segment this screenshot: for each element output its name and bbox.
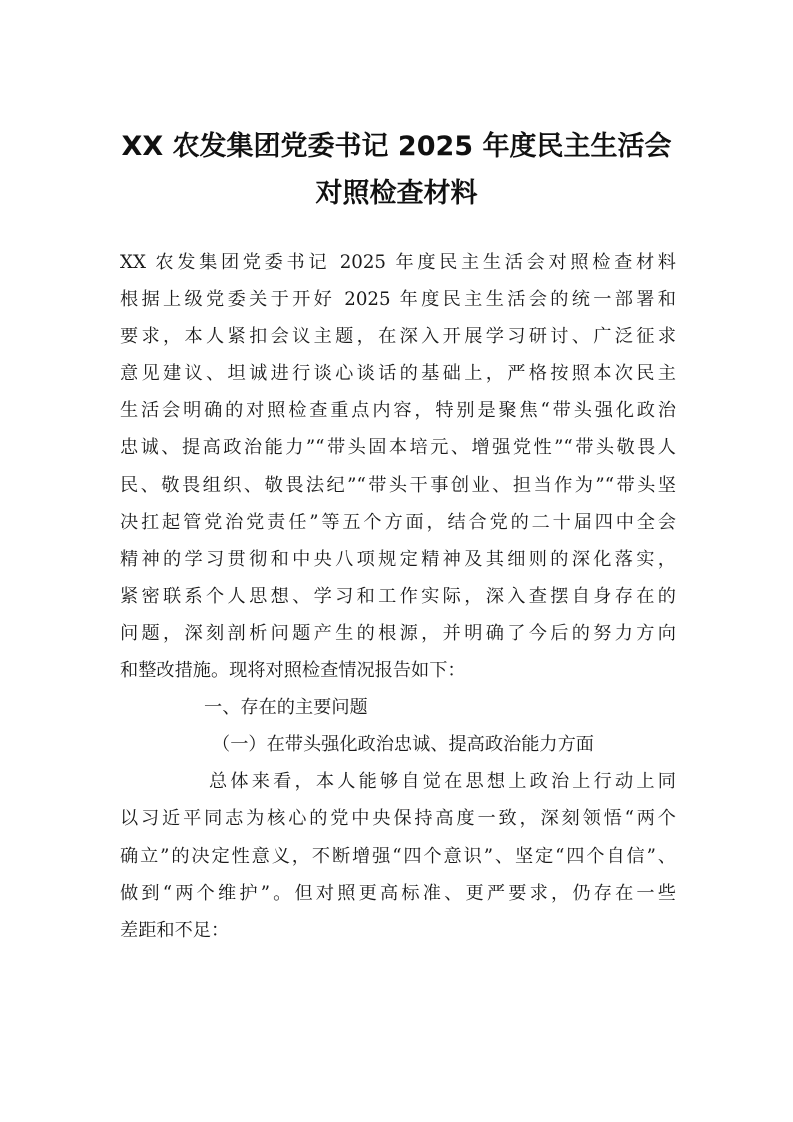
body-line: 总体来看，本人能够自觉在思想上政治上行动上同 [209, 771, 676, 793]
body-line: 和整改措施。现将对照检查情况报告如下： [120, 660, 466, 682]
document-title-line-2: 对照检查材料 [315, 178, 478, 209]
body-line: 要求，本人紧扣会议主题，在深入开展学习研讨、广泛征求 [120, 326, 676, 348]
body-line: 精神的学习贯彻和中央八项规定精神及其细则的深化落实， [120, 548, 676, 570]
subsection-heading: （一）在带头强化政治忠诚、提高政治能力方面 [212, 734, 594, 756]
body-line: 生活会明确的对照检查重点内容，特别是聚焦“带头强化政治 [120, 400, 676, 422]
body-line: 决扛起管党治党责任”等五个方面，结合党的二十届四中全会 [120, 511, 676, 533]
body-line: 民、敬畏组织、敬畏法纪”“带头干事创业、担当作为”“带头坚 [120, 474, 676, 496]
document-body [120, 244, 676, 949]
body-line: 紧密联系个人思想、学习和工作实际，深入查摆自身存在的 [120, 585, 676, 607]
body-line: 根据上级党委关于开好 2025 年度民主生活会的统一部署和 [120, 289, 676, 311]
body-line: 意见建议、坦诚进行谈心谈话的基础上，严格按照本次民主 [120, 363, 676, 385]
body-line: 问题，深刻剖析问题产生的根源，并明确了今后的努力方向 [120, 622, 676, 644]
body-line: 忠诚、提高政治能力”“带头固本培元、增强党性”“带头敬畏人 [120, 437, 676, 459]
body-line: 差距和不足： [120, 919, 230, 941]
document-title-line-1: XX 农发集团党委书记 2025 年度民主生活会 [121, 131, 672, 162]
section-heading: 一、存在的主要问题 [204, 697, 368, 719]
body-line: 以习近平同志为核心的党中央保持高度一致，深刻领悟“两个 [120, 808, 676, 830]
body-line: 确立”的决定性意义，不断增强“四个意识”、坚定“四个自信”、 [120, 845, 676, 867]
body-line: 做到“两个维护”。但对照更高标准、更严要求，仍存在一些 [120, 882, 676, 904]
body-line: XX 农发集团党委书记 2025 年度民主生活会对照检查材料 [120, 252, 676, 273]
